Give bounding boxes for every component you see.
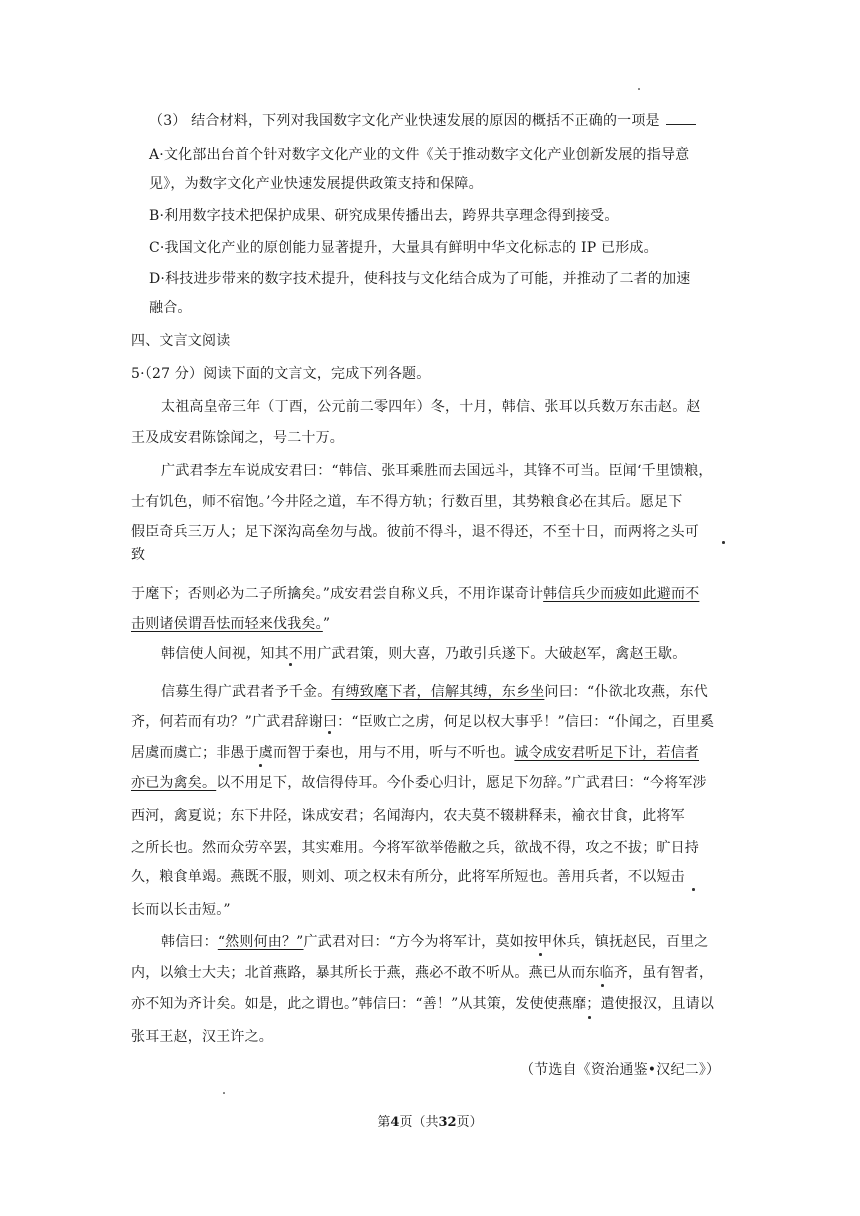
question-3-stem-text: （3） 结合材料，下列对我国数字文化产业快速发展的原因的概括不正确的一项是 [149, 113, 660, 129]
passage-source: （节选自《资治通鉴•汉纪二》） [520, 1062, 721, 1078]
passage-p4-line-8: 长而以长击短。” [131, 902, 231, 918]
passage-p4-line-3 [131, 743, 699, 763]
passage-p1-line-1: 太祖高皇帝三年（丁酉，公元前二零四年）冬，十月，韩信、张耳以兵数万东击赵。赵 [161, 399, 701, 415]
passage-p2-line-1: 广武君李左车说成安君曰：“韩信、张耳乘胜而去国远斗，其锋不可当。臣闻‘千里馈粮， [161, 463, 713, 479]
question-3-stem [149, 110, 696, 131]
emphasis-dot [259, 764, 262, 767]
answer-blank [666, 110, 696, 125]
option-b: B·利用数字技术把保护成果、研究成果传播出去，跨界共享理念得到接受。 [149, 208, 619, 224]
passage-p5-line-1-tail: 广武君对曰：“方今为将军计，莫如按甲休兵，镇抚赵民，百里之 [303, 934, 709, 950]
passage-p5-line-4: 张耳王赵，汉王许之。 [131, 1029, 273, 1045]
underlined-sentence-1b: 击则诸侯谓吾怯而轻来伐我矣。 [131, 616, 323, 632]
option-c: C·我国文化产业的原创能力显著提升，大量具有鲜明中华文化标志的 IP 已形成。 [149, 240, 658, 256]
emphasis-dot [328, 731, 331, 734]
passage-p4-line-4 [131, 773, 707, 793]
passage-p4-line-5: 西河，禽夏说；东下井陉，诛成安君；名闻海内，农夫莫不辍耕释耒，褕衣甘食，此将军 [131, 808, 685, 824]
scan-speck [638, 88, 640, 90]
page-footer [0, 1113, 860, 1133]
footer-page-number: 4 [390, 1115, 400, 1130]
passage-p4-line-7: 久，粮食单竭。燕既不服，则刘、项之权未有所分，此将军所短也。善用兵者，不以短击 [131, 869, 685, 885]
footer-total-pages: 32 [438, 1115, 457, 1130]
emphasis-dot [539, 953, 542, 956]
underlined-sentence-3b: 亦已为禽矣。 [131, 775, 217, 791]
passage-p4-line-2: 齐，何若而有功？”广武君辞谢曰：“臣败亡之虏，何足以权大事乎！”信曰：“仆闻之，百里奚 [131, 714, 715, 730]
passage-p2-line-5-text: 于麾下；否则必为二子所擒矣。”成安君尝自称义兵，不用诈谋奇计 [131, 586, 544, 602]
passage-p1-line-2: 王及成安君陈馀闻之，号二十万。 [131, 430, 344, 446]
footer-prefix: 第 [377, 1115, 391, 1130]
passage-p5-line-1 [161, 932, 709, 952]
passage-p2-line-3: 假臣奇兵三万人；足下深沟高垒勿与战。彼前不得斗，退不得还，不至十日，而两将之头可 [131, 524, 699, 540]
emphasis-dot [289, 663, 292, 666]
passage-p4-line-3-text: 居虞而虞亡；非愚于虞而智于秦也，用与不用，听与不听也。 [131, 745, 515, 761]
passage-p4-line-1-text: 信募生得广武君者予千金。 [161, 684, 332, 700]
emphasis-dot [722, 541, 725, 544]
option-a-line-1: A·文化部出台首个针对数字文化产业的文件《关于推动数字文化产业创新发展的指导意 [149, 147, 690, 163]
passage-p5-line-3: 亦不知为齐计矣。如是，此之谓也。”韩信曰：“善！”从其策，发使使燕靡；遣使报汉，且请以 [131, 996, 715, 1012]
question-5-head: 5·（27 分）阅读下面的文言文，完成下列各题。 [131, 366, 431, 382]
underlined-sentence-1a: 韩信兵少而疲如此避而不 [543, 586, 700, 602]
footer-middle: 页（共 [399, 1115, 439, 1130]
passage-p4-line-4-text: 以不用足下，故信得侍耳。今仆委心归计，愿足下勿辞。”广武君曰：“今将军涉 [216, 775, 707, 791]
underlined-sentence-3a: 诚令成安君听足下计，若信者 [514, 745, 700, 761]
passage-p2-line-6 [131, 614, 330, 634]
passage-p2-line-4: 致 [131, 547, 146, 563]
underlined-sentence-2: 有缚致麾下者，信解其缚，东乡坐 [331, 684, 545, 700]
emphasis-dot [692, 888, 695, 891]
option-a-line-2: 见》，为数字文化产业快速发展提供政策支持和保障。 [149, 176, 483, 192]
passage-p2-line-2: 士有饥色，师不宿饱。’今井陉之道，车不得方轨；行数百里，其势粮食必在其后。愿足下 [131, 494, 683, 510]
passage-p3: 韩信使人间视，知其不用广武君策，则大喜，乃敢引兵遂下。大破赵军，禽赵王歇。 [161, 646, 687, 662]
passage-p4-line-1 [161, 682, 708, 702]
section-title: 四、文言文阅读 [131, 333, 231, 349]
passage-p4-line-1-tail: 问曰：“仆欲北攻燕，东代 [544, 684, 708, 700]
emphasis-dot [588, 1016, 591, 1019]
passage-p4-line-6: 之所长也。然而众劳卒罢，其实难用。今将军欲举倦敝之兵，欲战不得，攻之不拔；旷日持 [131, 840, 699, 856]
emphasis-dot [601, 984, 604, 987]
option-d-line-2: 融合。 [149, 300, 192, 316]
passage-p2-line-5 [131, 584, 699, 604]
closing-quote: ” [322, 616, 331, 632]
footer-suffix: 页） [456, 1115, 483, 1130]
option-d-line-1: D·科技进步带来的数字技术提升，使科技与文化结合成为了可能，并推动了二者的加速 [149, 271, 691, 287]
passage-p5-line-1-text: 韩信曰： [161, 934, 218, 950]
underlined-phrase-4: “然则何由？” [217, 934, 304, 950]
passage-p5-line-2: 内，以飨士大夫；北首燕路，暴其所长于燕，燕必不敢不听从。燕已从而东临齐，虽有智者， [131, 965, 714, 981]
scan-speck [223, 1092, 225, 1094]
